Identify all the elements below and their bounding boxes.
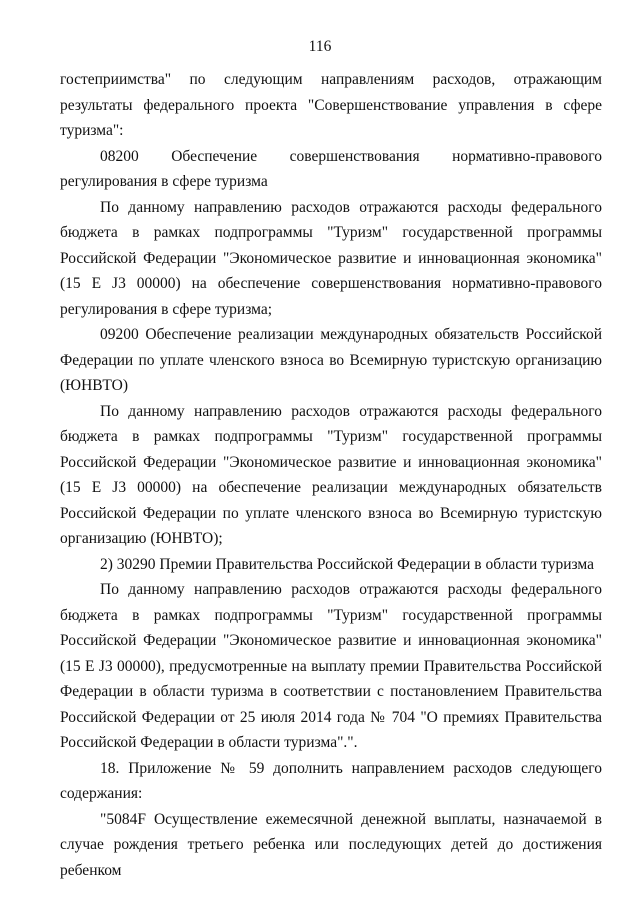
paragraph-code-5084f: "5084F Осуществление ежемесячной денежной выплаты, назначаемой в случае рождения третьего ребенка или последующих детей до достижения ребенком [60, 810, 602, 879]
paragraph-code-08200: 08200 Обеспечение совершенствования нормативно-правового регулирования в сфере туризма [60, 147, 602, 190]
paragraph-code-09200: 09200 Обеспечение реализации международных обязательств Российской Федерации по уплате членского взноса во Всемирную туристскую организацию (ЮНВТО) [60, 326, 602, 394]
paragraph-item-18: 18. Приложение № 59 дополнить направлением расходов следующего содержания: [60, 759, 602, 802]
paragraph-description-08200: По данному направлению расходов отражаются расходы федерального бюджета в рамках подпрограммы "Туризм" государственной программы Российской Федерации "Экономическое развитие и инновационная экономика" (15 Е J3 00000) на обеспечение совершенствования нормативно-правового регулирования в сфере туризма; [60, 198, 602, 318]
paragraph-description-09200: По данному направлению расходов отражаются расходы федерального бюджета в рамках подпрограммы "Туризм" государственной программы Российской Федерации "Экономическое развитие и инновационная экономика" (15 Е J3 00000) на обеспечение реализации международных обязательств Российской Федерации по уплате членского взноса во Всемирную туристскую организацию (ЮНВТО); [60, 402, 602, 547]
paragraph-description-30290: По данному направлению расходов отражаются расходы федерального бюджета в рамках подпрограммы "Туризм" государственной программы Российской Федерации "Экономическое развитие и инновационная экономика" (15 Е J3 00000), предусмотренные на выплату премии Правительства Российской Федерации в области туризма в соответствии с постановлением Правительства Российской Федерации от 25 июля 2014 года № 704 "О премиях Правительства Российской Федерации в области туризма".". [60, 581, 602, 751]
page-number: 116 [308, 38, 332, 55]
paragraph-item-2-code-30290: 2) 30290 Премии Правительства Российской Федерации в области туризма [100, 555, 594, 573]
paragraph-intro: гостеприимства" по следующим направлениям расходов, отражающим результаты федерального проекта "Совершенствование управления в сфере туризма": [60, 71, 602, 139]
document-body [60, 67, 602, 883]
